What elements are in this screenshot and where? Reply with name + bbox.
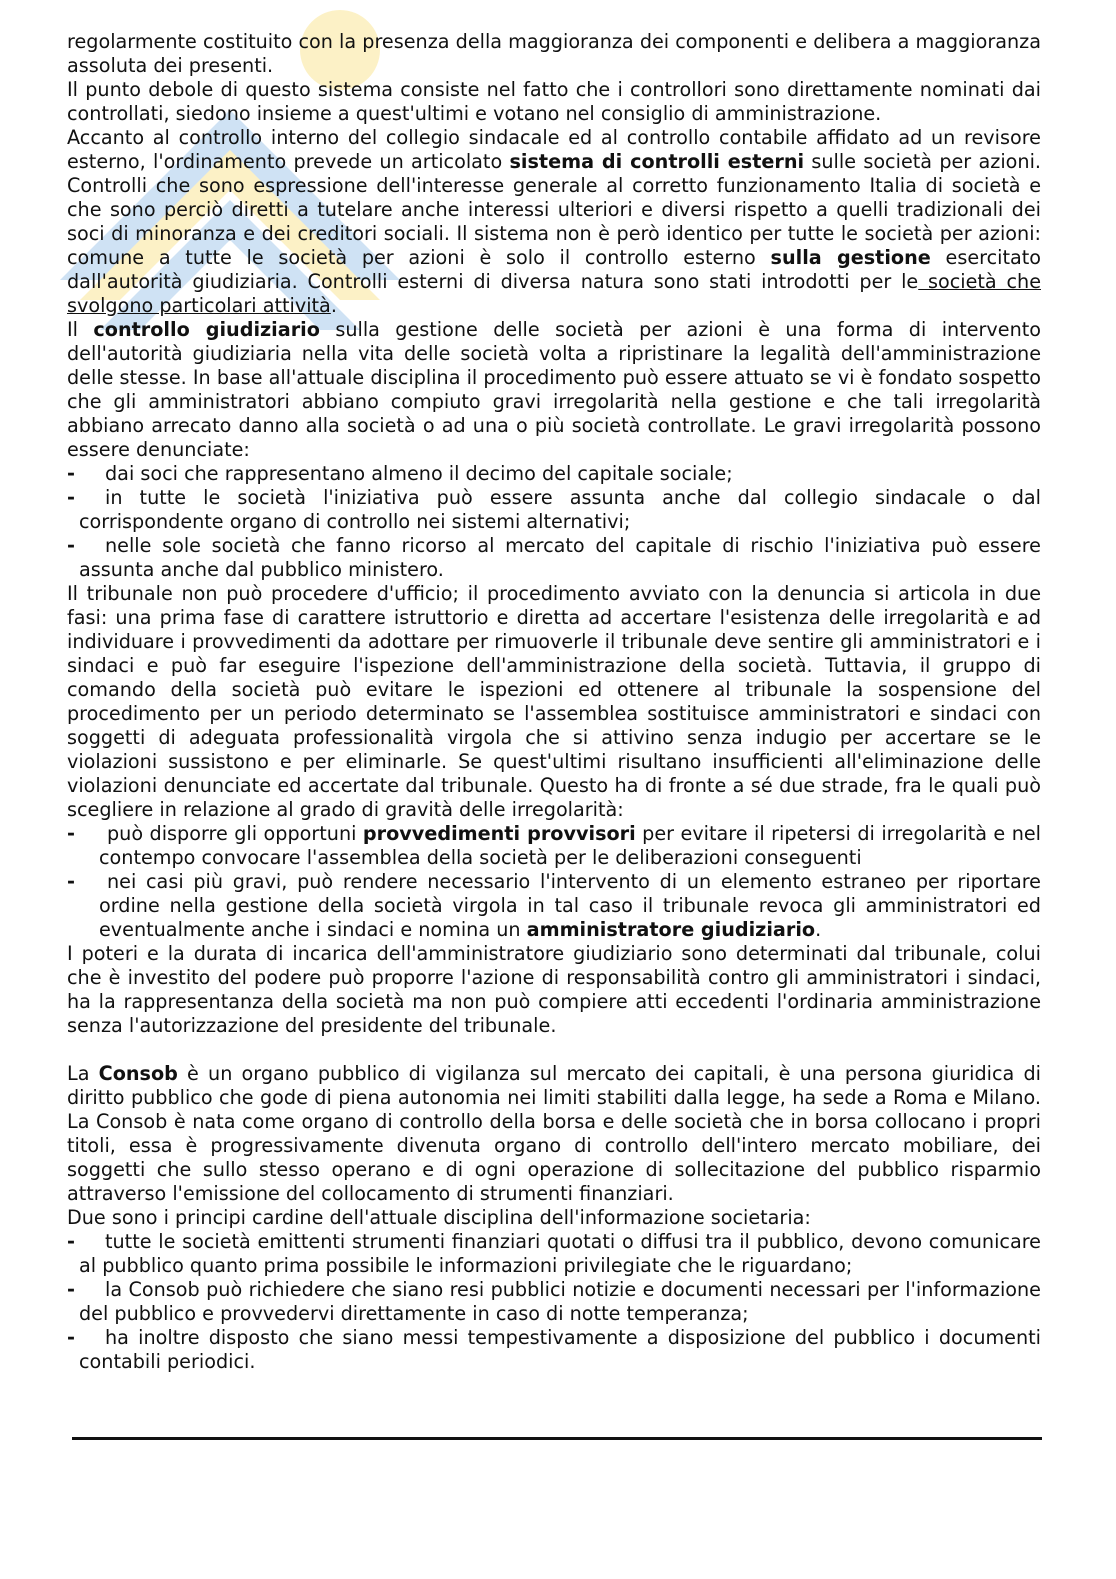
dash-bullet-icon: - bbox=[67, 822, 75, 845]
paragraph-3 bbox=[67, 126, 1041, 318]
list-item: - dai soci che rappresentano almeno il decimo del capitale sociale; bbox=[67, 462, 733, 485]
paragraph-5: Il tribunale non può procedere d'ufficio; il procedimento avviato con la denuncia si articola in due fasi: una prima fase di carattere istruttorio e diretta ad accertare l'esistenza delle irregolarità e ad individuare i provvedimenti da adottare per rimuoverle il tribunale deve sentire gli amministratori e i sindaci e può far eseguire l'ispezione dell'amministrazione della società. Tuttavia, il gruppo di comando della società può evitare le ispezioni ed ottenere al tribunale la sospensione del procedimento per un periodo determinato se l'assemblea sostituisce amministratori e sindaci con soggetti di adeguata professionalità virgola che si attivino senza indugio per accertare se le violazioni sussistono e per eliminarle. Se quest'ultimi risultano insufficienti all'eliminazione delle violazioni denunciate ed accertate dal tribunale. Questo ha di fronte a sé due strade, fra le quali può scegliere in relazione al grado di gravità delle irregolarità: bbox=[67, 582, 1041, 821]
dash-bullet-icon: - bbox=[67, 1278, 75, 1301]
dash-bullet-icon: - bbox=[67, 534, 75, 557]
p3-bold-controlli-esterni: sistema di controlli esterni bbox=[509, 150, 805, 173]
paragraph-6: I poteri e la durata di incarica dell'amministratore giudiziario sono determinati dal tribunale, colui che è investito del podere può proporre l'azione di responsabilità contro gli amministratori i sindaci, ha la rappresentanza della società ma non può compiere atti eccedenti l'ordinaria amministrazione senza l'autorizzazione del presidente del tribunale. bbox=[67, 942, 1041, 1037]
list-item: - la Consob può richiedere che siano resi pubblici notizie e documenti necessari per l'informazione del pubblico e provvedervi direttamente in caso di notte temperanza; bbox=[67, 1278, 1041, 1325]
p3-text-a: Accanto al controllo interno del collegio sindacale ed al controllo contabile affidato ad un revisore esterno, l'ordinamento prevede un articolato bbox=[67, 126, 1041, 173]
document-page bbox=[67, 30, 1041, 1374]
dash-bullet-icon: - bbox=[67, 870, 75, 893]
dash-bullet-icon: - bbox=[67, 462, 75, 485]
list-item: - può disporre gli opportuni provvedimenti provvisori per evitare il ripetersi di irregolarità e nel contempo convocare l'assemblea della società per le deliberazioni conseguenti bbox=[67, 822, 1041, 869]
bold-provvedimenti-provvisori: provvedimenti provvisori bbox=[362, 822, 636, 845]
list-item: - ha inoltre disposto che siano messi tempestivamente a disposizione del pubblico i documenti contabili periodici. bbox=[67, 1326, 1041, 1373]
paragraph-4 bbox=[67, 318, 1041, 462]
list-item: - tutte le società emittenti strumenti finanziari quotati o diffusi tra il pubblico, devono comunicare al pubblico quanto prima possibile le informazioni privilegiate che le riguardano; bbox=[67, 1230, 1041, 1277]
dash-bullet-icon: - bbox=[67, 1326, 75, 1349]
p3-text-g: . bbox=[330, 294, 337, 317]
bold-consob: Consob bbox=[98, 1062, 178, 1085]
p4-bold-controllo-giudiziario: controllo giudiziario bbox=[93, 318, 320, 341]
paragraph-8: Due sono i principi cardine dell'attuale disciplina dell'informazione societaria: bbox=[67, 1206, 811, 1229]
paragraph-1: regolarmente costituito con la presenza della maggioranza dei componenti e delibera a maggioranza assoluta dei presenti. bbox=[67, 30, 1041, 77]
paragraph-7: La Consob è un organo pubblico di vigilanza sul mercato dei capitali, è una persona giuridica di diritto pubblico che gode di piena autonomia nei limiti stabiliti dalla legge, ha sede a Roma e Milano. La Consob è nata come organo di controllo della borsa e delle società che in borsa collocano i propri titoli, essa è progressivamente divenuta organo di controllo dell'intero mercato mobiliare, dei soggetti che sullo stesso operano e di ogni operazione di sollecitazione del pubblico risparmio attraverso l'emissione del collocamento di strumenti finanziari. bbox=[67, 1062, 1041, 1205]
p3-bold-sulla-gestione: sulla gestione bbox=[770, 246, 931, 269]
list-denuncianti bbox=[67, 462, 1041, 582]
horizontal-rule bbox=[72, 1437, 1042, 1440]
list-item: - nelle sole società che fanno ricorso al mercato del capitale di rischio l'iniziativa può essere assunta anche dal pubblico ministero. bbox=[67, 534, 1041, 581]
p4-text-c: sulla gestione delle società per azioni è una forma di intervento dell'autorità giudiziaria nella vita delle società volta a ripristinare la legalità dell'amministrazione delle stesse. In base all'attuale disciplina il procedimento può essere attuato se vi è fondato sospetto che gli amministratori abbiano compiuto gravi irregolarità nella gestione e che tali irregolarità abbiano arrecato danno alla società o ad una o più società controllate. Le gravi irregolarità possono essere denunciate: bbox=[67, 318, 1041, 461]
p4-text-a: Il bbox=[67, 318, 94, 341]
p3-underlined-link[interactable]: società che svolgono particolari attività bbox=[67, 270, 1041, 317]
list-item: - nei casi più gravi, può rendere necessario l'intervento di un elemento estraneo per riportare ordine nella gestione della società virgola in tal caso il tribunale revoca gli amministratori ed eventualmente anche i sindaci e nomina un amministratore giudiziario. bbox=[67, 870, 1041, 941]
p3-text-e: esercitato dall'autorità giudiziaria. Controlli esterni di diversa natura sono stati introdotti per le bbox=[67, 246, 1042, 293]
bold-amministratore-giudiziario: amministratore giudiziario bbox=[526, 918, 816, 941]
paragraph-2: Il punto debole di questo sistema consiste nel fatto che i controllori sono direttamente nominati dai controllati, siedono insieme a quest'ultimi e votano nel consiglio di amministrazione. bbox=[67, 78, 1041, 125]
list-item: - in tutte le società l'iniziativa può essere assunta anche dal collegio sindacale o dal corrispondente organo di controllo nei sistemi alternativi; bbox=[67, 486, 1041, 533]
dash-bullet-icon: - bbox=[67, 486, 75, 509]
list-strade bbox=[67, 822, 1041, 942]
blank-line bbox=[67, 1038, 1041, 1062]
list-principi bbox=[67, 1230, 1041, 1374]
p3-text-c: sulle società per azioni. Controlli che sono espressione dell'interesse generale al corretto funzionamento Italia di società e che sono perciò diretti a tutelare anche interessi ulteriori e diversi rispetto a quelli tradizionali dei soci di minoranza e dei creditori sociali. Il sistema non è però identico per tutte le società per azioni: comune a tutte le società per azioni è solo il controllo esterno bbox=[67, 150, 1041, 269]
dash-bullet-icon: - bbox=[67, 1230, 75, 1253]
